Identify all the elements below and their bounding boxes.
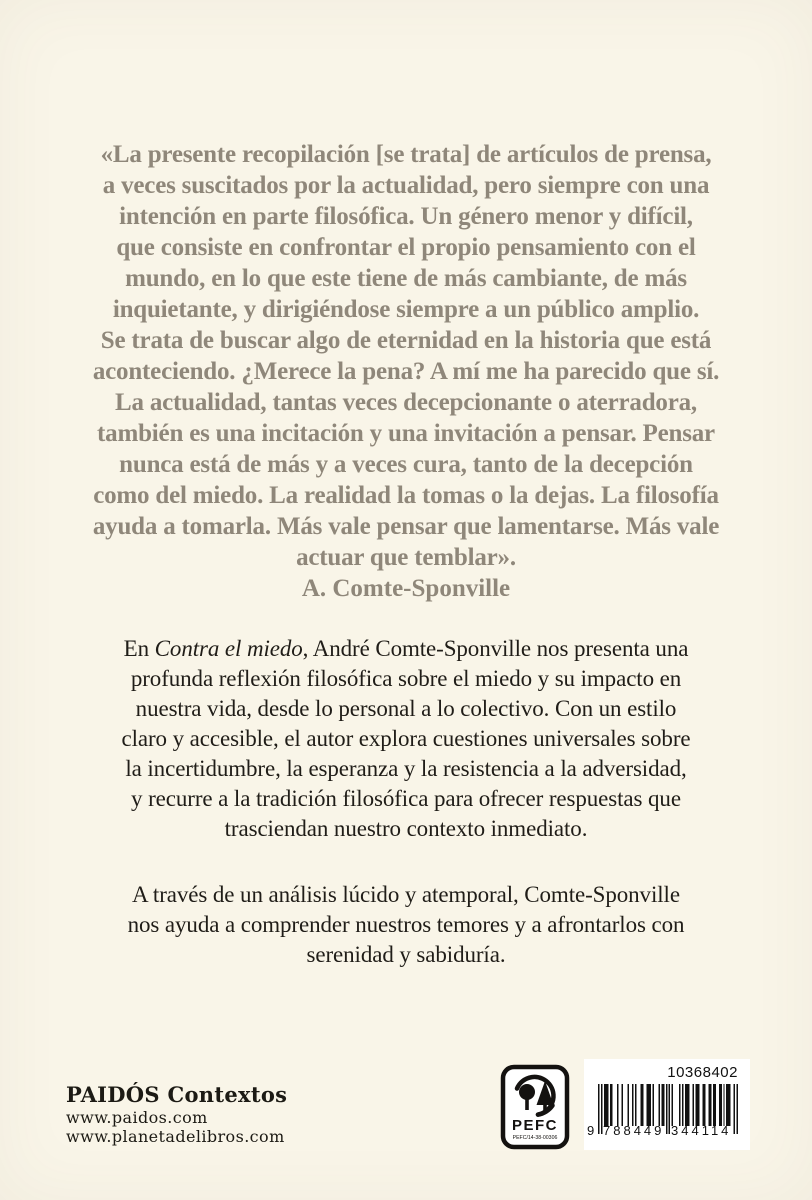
pefc-label: PEFC <box>511 1117 559 1134</box>
pefc-cert-number: PEFC/14-38-00306 <box>512 1135 558 1141</box>
barcode-panel <box>584 1059 750 1150</box>
text-line: profunda reflexión filosófica sobre el miedo y su impacto en <box>130 666 682 691</box>
isbn-group-1: 788449 <box>603 1123 665 1138</box>
text-line: ayuda a tomarla. Más vale pensar que lamentarse. Más vale <box>92 513 720 540</box>
text-line: Se trata de buscar algo de eternidad en la historia que está <box>100 327 712 354</box>
quote-block <box>40 139 772 573</box>
isbn-digits <box>587 1123 738 1138</box>
text-line: nos ayuda a comprender nuestros temores y a afrontarlos con <box>127 912 685 937</box>
text-line: intención en parte filosófica. Un género menor y difícil, <box>119 203 693 230</box>
text-line: inquietante, y dirigiéndose siempre a un público amplio. <box>112 296 700 323</box>
text-line: A través de un análisis lúcido y atemporal, Comte-Sponville <box>132 882 680 907</box>
isbn-first-digit: 9 <box>587 1123 595 1138</box>
text-line: En Contra el miedo, André Comte-Sponville nos presenta una <box>123 636 689 661</box>
text-line: nuestra vida, desde lo personal a lo colectivo. Con un estilo <box>135 696 677 721</box>
text-line: mundo, en lo que este tiene de más cambiante, de más <box>125 265 687 292</box>
product-code: 10368402 <box>667 1064 738 1081</box>
publisher-block <box>66 1082 287 1146</box>
pefc-logo <box>500 1064 570 1150</box>
conifer-tree-trunk <box>543 1105 547 1111</box>
barcode <box>587 1084 738 1144</box>
text-line: y recurre a la tradición filosófica para ofrecer respuestas que <box>131 786 681 811</box>
text-line: «La presente recopilación [se trata] de artículos de prensa, <box>100 141 712 168</box>
text-line: a veces suscitados por la actualidad, pero siempre con una <box>102 172 710 199</box>
text-line: nunca está de más y a veces cura, tanto de la decepción <box>119 451 693 478</box>
text-line: actuar que temblar». <box>296 544 516 571</box>
pefc-logo-graphic <box>500 1064 570 1150</box>
text-line: La actualidad, tantas veces decepcionante o aterradora, <box>115 389 697 416</box>
synopsis-paragraph-1 <box>40 634 772 844</box>
publisher-url-paidos: www.paidos.com <box>66 1108 208 1127</box>
text-line: aconteciendo. ¿Merece la pena? A mí me ha parecido que sí. <box>92 358 720 385</box>
text-line: claro y accesible, el autor explora cuestiones universales sobre <box>121 726 691 751</box>
imprint-name: PAIDÓS Contextos <box>66 1082 288 1107</box>
text-line: trasciendan nuestro contexto inmediato. <box>224 816 588 841</box>
quote-attribution: A. Comte-Sponville <box>301 575 511 602</box>
text-line: serenidad y sabiduría. <box>306 942 506 967</box>
text-line: como del miedo. La realidad la tomas o la dejas. La filosofía <box>93 482 719 509</box>
deciduous-tree-trunk <box>525 1097 529 1110</box>
text-line: la incertidumbre, la esperanza y la resistencia a la adversidad, <box>125 756 687 781</box>
text-line: que consiste en confrontar el propio pensamiento con el <box>116 234 696 261</box>
isbn-group-2: 344114 <box>671 1123 732 1138</box>
publisher-url-planetadelibros: www.planetadelibros.com <box>66 1127 285 1146</box>
text-line: también es una incitación y una invitación a pensar. Pensar <box>97 420 715 447</box>
synopsis-paragraph-2 <box>40 880 772 970</box>
